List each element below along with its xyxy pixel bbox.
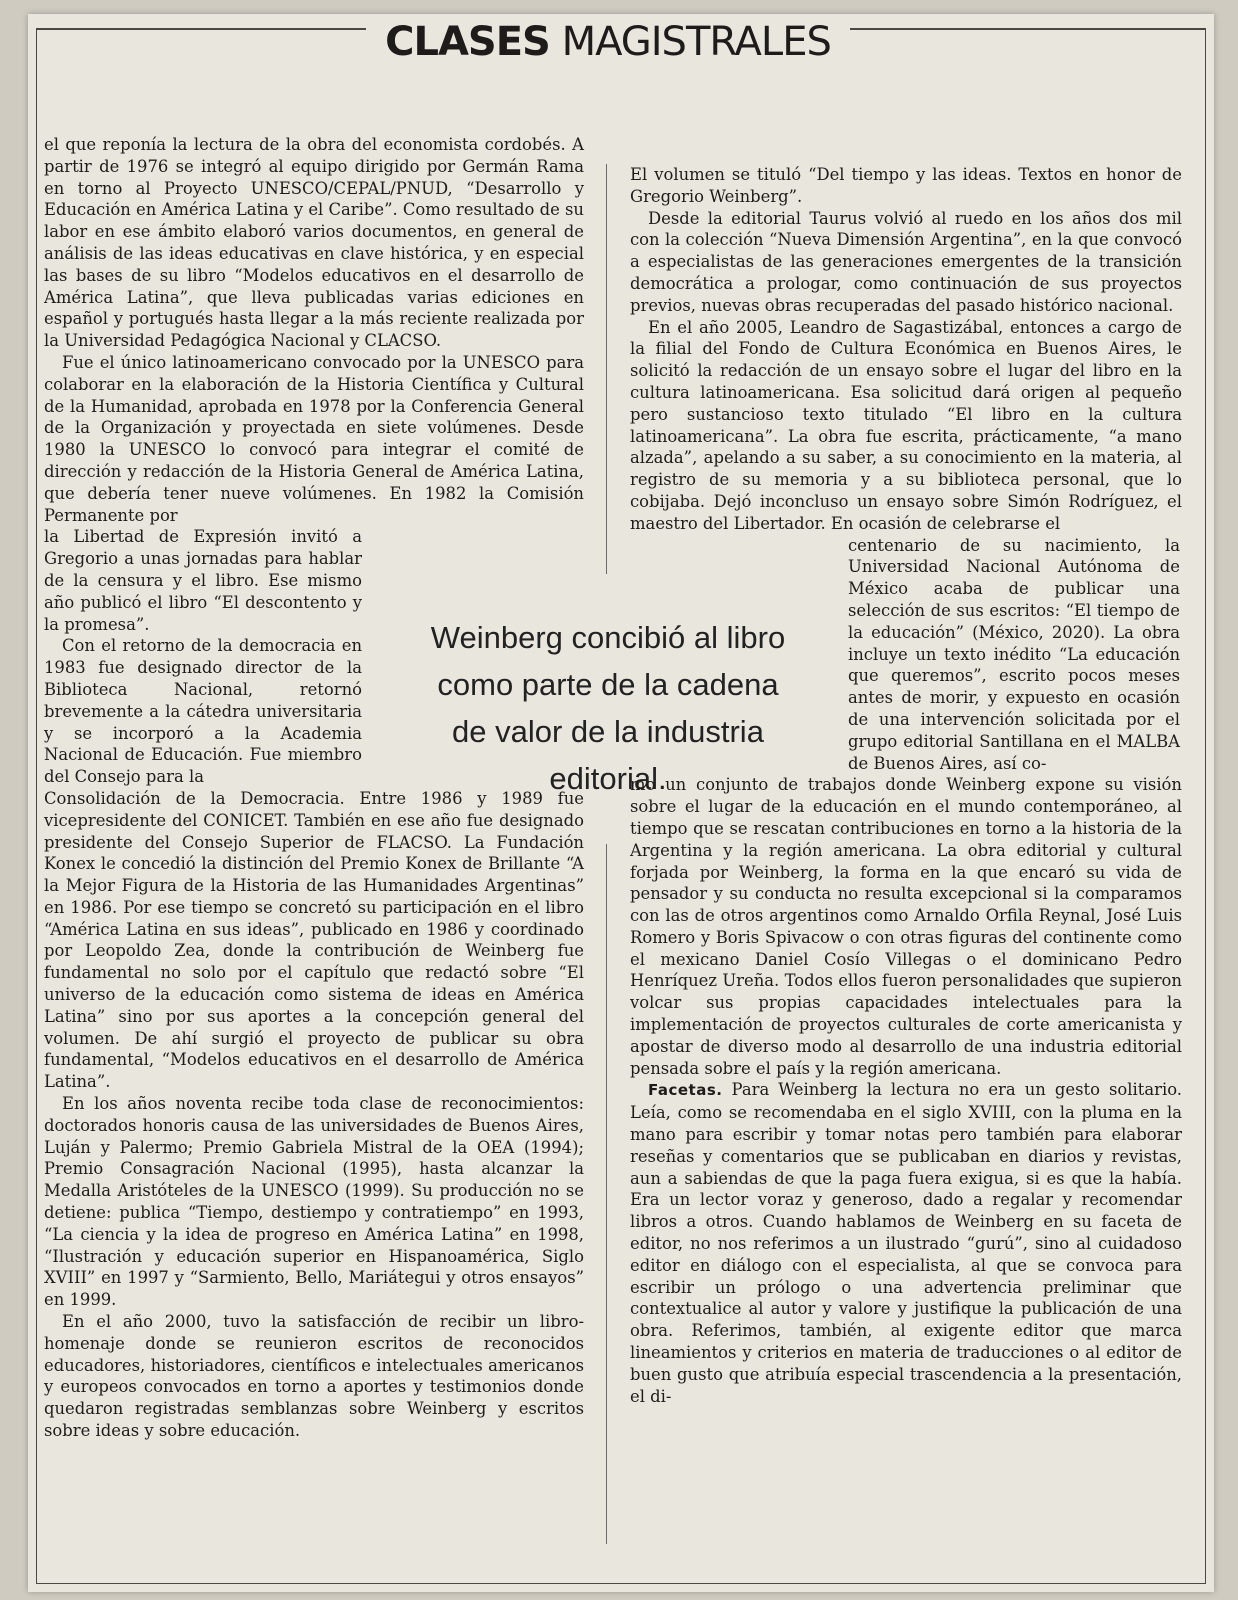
paragraph: Consolidación de la Democracia. Entre 1986 y 1989 fue vicepresidente del CONICET. También en ese año fue designado presidente del Consejo Superior de FLACSO. La Fundación Konex le concedió la distinción del Premio Konex de Brillante “A la Mejor Figura de la Historia de las Humanidades Argentinas” en 1986. Por ese tiempo se concretó su participación en el libro “América Latina en sus ideas”, publicado en 1986 y coordinado por Leopoldo Zea, donde la contribución de Weinberg fue fundamental no solo por el capítulo que redactó sobre “El universo de la educación como sistema de ideas en América Latina” sino por sus aportes a la concepción general del volumen. De ahí surgió el proyecto de publicar su obra fundamental, “Modelos educativos en el desarrollo de América Latina”. bbox=[44, 788, 584, 1092]
section-kicker: Facetas. bbox=[648, 1081, 723, 1100]
paragraph: mo un conjunto de trabajos donde Weinberg expone su visión sobre el lugar de la educación en el mundo contemporáneo, al tiempo que se rescatan contribuciones en torno a la historia de la Argentina y la región americana. La obra editorial y cultural forjada por Weinberg, la forma en la que encaró su vida de pensador y su conducta no resulta excepcional si la comparamos con las de otros argentinos como Arnaldo Orfila Reynal, José Luis Romero y Boris Spivacow o con otras figuras del continente como el mexicano Daniel Cosío Villegas o el dominicano Pedro Henríquez Ureña. Todos ellos fueron personalidades que supieron volcar sus propias capacidades intelectuales para la implementación de proyectos culturales de corte americanista y apostar de diverso modo al desarrollo de una industria editorial pensada sobre el país y la región americana. bbox=[630, 775, 1182, 1078]
paragraph: centenario de su nacimiento, la Universidad Nacional Autónoma de México acaba de publicar una selección de sus escritos: “El tiempo de la educación” (México, 2020). La obra incluye un texto inédito “La educación que queremos”, escrito pocos meses antes de morir, y expuesto en ocasión de una intervención solicitada por el grupo editorial Santillana en el MALBA de Buenos Aires, así co- bbox=[848, 535, 1180, 773]
section-header bbox=[373, 18, 843, 66]
paragraph-text: Para Weinberg la lectura no era un gesto solitario. Leía, como se recomendaba en el siglo XVIII, con la pluma en la mano para escribir y tomar notas pero también para elaborar reseñas y comentarios que se publicaban en diarios y revistas, aun a sabiendas de que la paga fuera exigua, si es que la había. Era un lector voraz y generoso, dado a regalar y recomendar libros a otros. Cuando hablamos de Weinberg en su faceta de editor, no nos referimos a un ilustrado “gurú”, sino al cuidadoso editor en diálogo con el especialista, al que se convoca para escribir un prólogo o una advertencia preliminar que contextualice al autor y valore y justifique la publicación de una obra. Referimos, también, al exigente editor que marca lineamientos y criterios en materia de traducciones o al editor de buen gusto que atribuía especial trascendencia a la presentación, el di- bbox=[630, 1080, 1182, 1406]
magazine-page bbox=[28, 14, 1214, 1592]
text-wrap-around-quote bbox=[44, 526, 362, 788]
paragraph: En el año 2000, tuvo la satisfacción de recibir un libro-homenaje donde se reunieron escritos de reconocidos educadores, historiadores, científicos e intelectuales americanos y europeos convocados en torno a aportes y testimonios donde quedaron registradas semblanzas sobre Weinberg y escritos sobre ideas y sobre educación. bbox=[44, 1312, 584, 1441]
header-rule-left bbox=[36, 28, 366, 30]
paragraph: Con el retorno de la democracia en 1983 fue designado director de la Biblioteca Nacional, retornó brevemente a la cátedra universitaria y se incorporó a la Academia Nacional de Educación. Fue miembro del Consejo para la bbox=[44, 636, 362, 787]
column-divider-top bbox=[606, 164, 607, 574]
header-word-magistrales: MAGISTRALES bbox=[561, 19, 831, 65]
header-word-clases: CLASES bbox=[385, 19, 550, 65]
paragraph: la Libertad de Expresión invitó a Gregorio a unas jornadas para hablar de la censura y el libro. Ese mismo año publicó el libro “El descontento y la promesa”. bbox=[44, 527, 362, 634]
paragraph: En el año 2005, Leandro de Sagastizábal, entonces a cargo de la filial del Fondo de Cultura Económica en Buenos Aires, le solicitó la redacción de un ensayo sobre el lugar del libro en la cultura latinoamericana. Esa solicitud dará origen al pequeño pero sustancioso texto titulado “El libro en la cultura latinoamericana”. La obra fue escrita, prácticamente, “a mano alzada”, apelando a su saber, a su conocimiento en la materia, al registro de su memoria y a su biblioteca personal, que lo cobijaba. Dejó inconcluso un ensayo sobre Simón Rodríguez, el maestro del Libertador. En ocasión de celebrarse el bbox=[630, 317, 1182, 533]
paragraph-facetas bbox=[630, 1079, 1182, 1407]
paragraph: En los años noventa recibe toda clase de reconocimientos: doctorados honoris causa de las universidades de Buenos Aires, Luján y Palermo; Premio Gabriela Mistral de la OEA (1994); Premio Consagración Nacional (1995), hasta alcanzar la Medalla Aristóteles de la UNESCO (1999). Su producción no se detiene: publica “Tiempo, destiempo y contratiempo” en 1993, “La ciencia y la idea de progreso en América Latina” en 1998, “Ilustración y educación superior en Hispanoamérica, Siglo XVIII” en 1997 y “Sarmiento, Bello, Mariátegui y otros ensayos” en 1999. bbox=[44, 1094, 584, 1310]
right-column bbox=[630, 164, 1182, 1407]
paragraph: El volumen se tituló “Del tiempo y las ideas. Textos en honor de Gregorio Weinberg”. bbox=[630, 165, 1182, 206]
paragraph: el que reponía la lectura de la obra del economista cordobés. A partir de 1976 se integró al equipo dirigido por Germán Rama en torno al Proyecto UNESCO/CEPAL/PNUD, “Desarrollo y Educación en América Latina y el Caribe”. Como resultado de su labor en ese ámbito elaboró varios documentos, en general de análisis de las ideas educativas en clave histórica, y en especial las bases de su libro “Modelos educativos en el desarrollo de América Latina”, que lleva publicadas varias ediciones en español y portugués hasta llegar a la más reciente realizada por la Universidad Pedagógica Nacional y CLACSO. bbox=[44, 135, 584, 351]
text-wrap-around-quote bbox=[848, 535, 1180, 775]
header-rule-right bbox=[850, 28, 1206, 30]
paragraph: Fue el único latinoamericano convocado por la UNESCO para colaborar en la elaboración de la Historia Científica y Cultural de la Humanidad, aprobada en 1978 por la Conferencia General de la Organización y proyectada en siete volúmenes. Desde 1980 la UNESCO lo convocó para integrar el comité de dirección y redacción de la Historia General de América Latina, que debería tener nueve volúmenes. En 1982 la Comisión Permanente por bbox=[44, 352, 584, 525]
pull-quote: Weinberg concibió al libro como parte de la cadena de valor de la industria editorial. bbox=[430, 620, 786, 796]
column-divider-bottom bbox=[606, 844, 607, 1544]
paragraph: Desde la editorial Taurus volvió al ruedo en los años dos mil con la colección “Nueva Dimensión Argentina”, en la que convocó a especialistas de las generaciones emergentes de la transición democrática a prologar, como continuación de sus proyectos previos, nuevas obras recuperadas del pasado histórico nacional. bbox=[630, 208, 1182, 315]
